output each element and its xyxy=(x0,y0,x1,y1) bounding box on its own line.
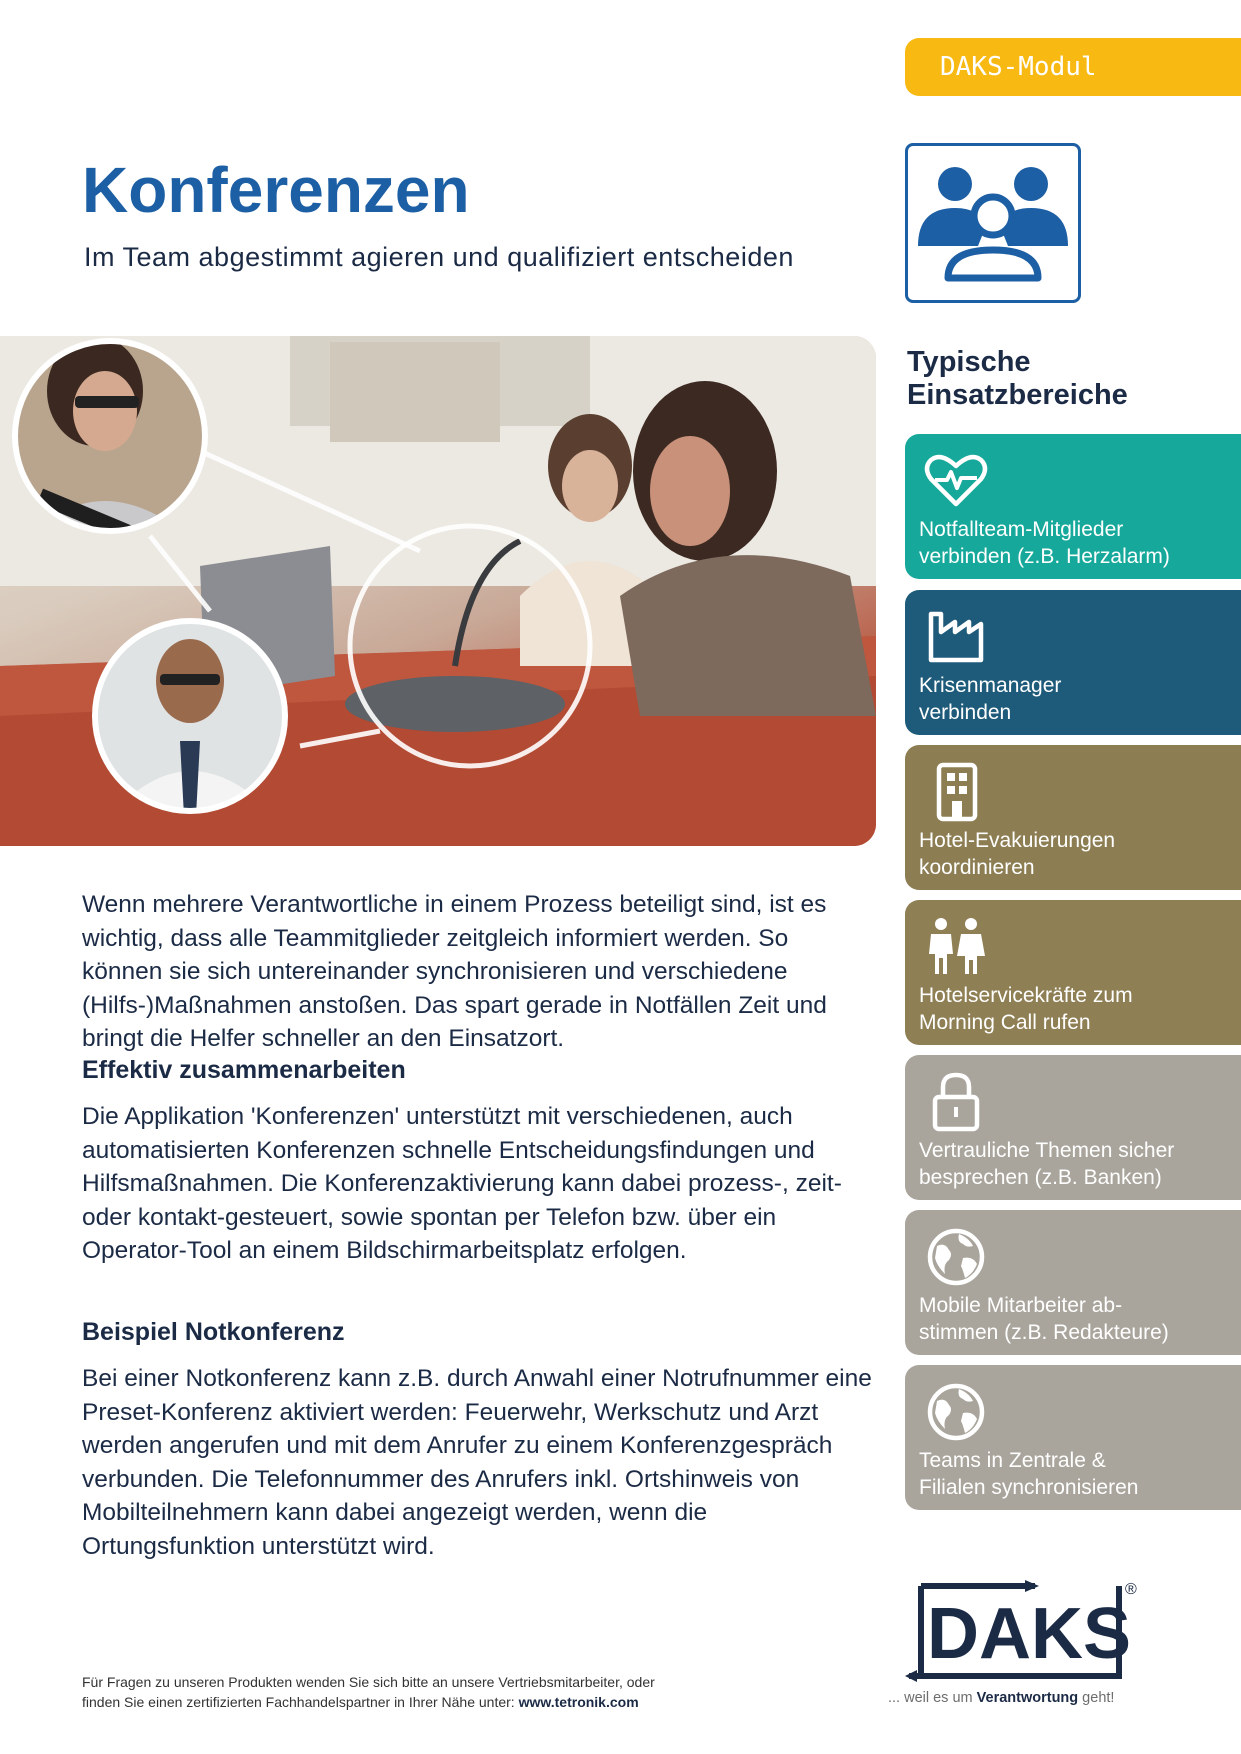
use-case-label-6: Mobile Mitarbeiter ab- stimmen (z.B. Redakteure) xyxy=(919,1294,1169,1344)
conference-icon xyxy=(905,143,1081,303)
hero-photo xyxy=(0,336,876,846)
people-icon xyxy=(923,914,989,980)
use-case-label-5: Vertrauliche Themen sicher besprechen (z.B. Banken) xyxy=(919,1139,1175,1189)
use-case-label-4: Hotelservicekräfte zum Morning Call rufen xyxy=(919,984,1133,1034)
lock-icon xyxy=(923,1069,989,1135)
section2-heading: Beispiel Notkonferenz xyxy=(82,1318,345,1346)
factory-icon xyxy=(923,604,989,670)
users-group-icon xyxy=(908,146,1078,300)
section2-paragraph xyxy=(82,1362,872,1563)
footer-line1: Für Fragen zu unseren Produkten wenden Sie sich bitte an unsere Vertriebsmitarbeiter, oder xyxy=(82,1674,655,1690)
section2-text: Bei einer Notkonferenz kann z.B. durch Anwahl einer Notrufnummer eine Preset-Konferenz aktiviert werden: Feuerwehr, Werkschutz und Arzt werden angerufen und mit dem Anrufer zu einem Konferenzgespräch verbunden. Die Telefonnummer des Anrufers inkl. Ortshinweis von Mobilteilnehmern kann dabei angezeigt werden, wenn die Ortungsfunktion unterstützt wird. xyxy=(82,1365,872,1560)
footer-line2 xyxy=(82,1692,782,1712)
use-case-card-6 xyxy=(905,1210,1241,1355)
use-case-card-4 xyxy=(905,900,1241,1045)
module-badge-label: DAKS-Modul xyxy=(940,52,1097,82)
globe-icon xyxy=(923,1224,989,1290)
page-subtitle: Im Team abgestimmt agieren und qualifiziert entscheiden xyxy=(84,242,794,272)
building-icon xyxy=(923,759,989,825)
sidebar-heading xyxy=(907,346,1128,412)
section1-text: Die Applikation 'Konferenzen' unterstützt mit verschiedenen, auch automatisierten Konferenzen schnelle Entscheidungsfindungen und Hilfsmaßnahmen. Die Konferenzaktivierung kann dabei prozess-, zeit- oder kontakt-gesteuert, sowie spontan per Telefon bzw. über ein Operator-Tool an einem Bildschirmarbeitsplatz erfolgen. xyxy=(82,1103,842,1264)
section1-heading: Effektiv zusammenarbeiten xyxy=(82,1056,406,1084)
use-case-card-5 xyxy=(905,1055,1241,1200)
sidebar-heading-line2: Einsatzbereiche xyxy=(907,379,1128,411)
tagline-prefix: ... weil es um xyxy=(888,1690,977,1706)
footer-note xyxy=(82,1672,782,1712)
use-case-label-7: Teams in Zentrale & Filialen synchronisieren xyxy=(919,1449,1139,1499)
page-title: Konferenzen xyxy=(82,154,470,226)
use-case-card-1 xyxy=(905,434,1241,579)
use-case-card-3 xyxy=(905,745,1241,890)
footer-url-link[interactable]: www.tetronik.com xyxy=(518,1694,639,1710)
use-case-label-3: Hotel-Evakuierungen koordinieren xyxy=(919,829,1116,879)
module-badge xyxy=(905,38,1241,96)
use-case-card-7 xyxy=(905,1365,1241,1510)
section1-paragraph xyxy=(82,1100,872,1268)
use-case-label-1: Notfallteam-Mitglieder verbinden (z.B. Herzalarm) xyxy=(919,518,1170,568)
footer-line2-text: finden Sie einen zertifizierten Fachhandelspartner in Ihrer Nähe unter: xyxy=(82,1694,519,1710)
logo-tagline xyxy=(888,1690,1114,1706)
tagline-suffix: geht! xyxy=(1078,1690,1115,1706)
sidebar-heading-line1: Typische xyxy=(907,346,1031,378)
use-case-card-2 xyxy=(905,590,1241,735)
daks-logo xyxy=(905,1580,1145,1685)
intro-paragraph xyxy=(82,888,872,1056)
registered-mark: ® xyxy=(1125,1581,1137,1598)
logo-text: DAKS xyxy=(927,1594,1132,1674)
globe-icon xyxy=(923,1379,989,1445)
use-case-label-2: Krisenmanager verbinden xyxy=(919,674,1062,724)
intro-text: Wenn mehrere Verantwortliche in einem Prozess beteiligt sind, ist es wichtig, dass alle Teammitglieder zeitgleich informiert werden. So können sie sich untereinander synchronisieren und verschiedene (Hilfs-)Maßnahmen anstoßen. Das spart gerade in Notfällen Zeit und bringt die Helfer schneller an den Einsatzort. xyxy=(82,891,827,1052)
heartbeat-icon xyxy=(923,448,989,514)
tagline-bold: Verantwortung xyxy=(976,1690,1079,1706)
